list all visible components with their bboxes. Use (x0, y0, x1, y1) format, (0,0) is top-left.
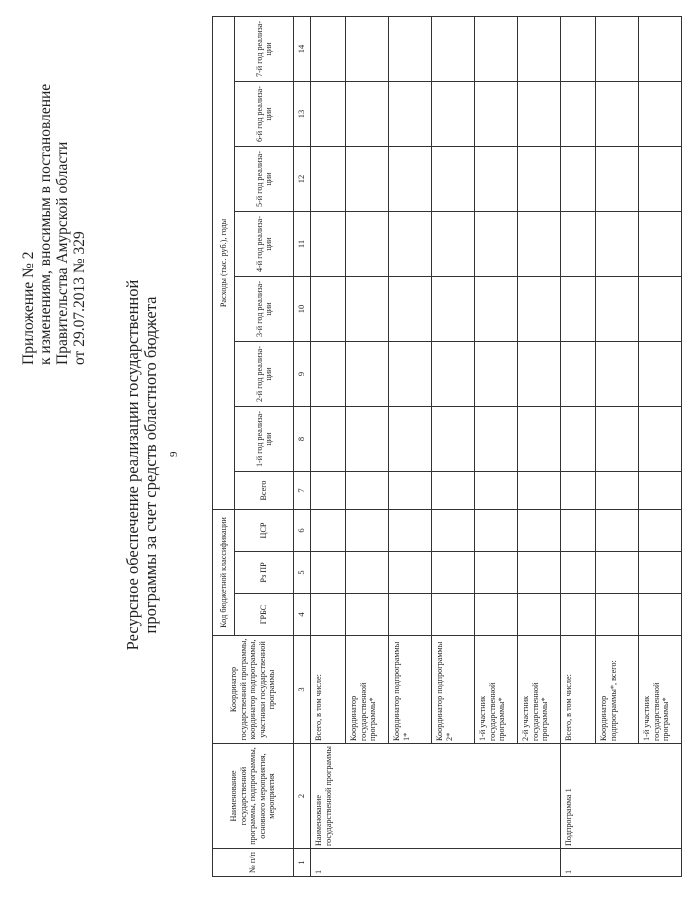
row-num: 1 (561, 849, 682, 877)
col-number: 10 (294, 277, 311, 342)
header-total: Всего (235, 472, 294, 510)
cell (311, 472, 346, 510)
col-number: 8 (294, 407, 311, 472)
cell (389, 594, 432, 636)
cell (311, 594, 346, 636)
cell (639, 16, 682, 81)
col-number: 12 (294, 147, 311, 212)
cell (561, 407, 596, 472)
cell (475, 510, 518, 552)
row-coordinator: 2-й участник государственной программы* (518, 636, 561, 744)
cell (561, 16, 596, 81)
cell (475, 342, 518, 407)
cell (475, 594, 518, 636)
cell (311, 147, 346, 212)
header-year-2: 2-й год реализа-ции (235, 342, 294, 407)
cell (639, 342, 682, 407)
cell (432, 16, 475, 81)
cell (311, 277, 346, 342)
cell (518, 147, 561, 212)
cell (389, 147, 432, 212)
cell (639, 82, 682, 147)
cell (475, 407, 518, 472)
appendix-line-government: Правительства Амурской области (54, 141, 71, 365)
cell (518, 82, 561, 147)
cell (561, 342, 596, 407)
cell (389, 552, 432, 594)
cell (518, 594, 561, 636)
cell (389, 82, 432, 147)
table-row (311, 16, 346, 876)
cell (518, 16, 561, 81)
cell (432, 212, 475, 277)
cell (475, 212, 518, 277)
cell (346, 342, 389, 407)
col-number: 6 (294, 510, 311, 552)
header-grbs: ГРБС (235, 594, 294, 636)
cell (346, 82, 389, 147)
cell (311, 342, 346, 407)
cell (389, 510, 432, 552)
cell (346, 510, 389, 552)
cell (389, 277, 432, 342)
appendix-line-changes: к изменениям, вносимым в постановление (37, 83, 54, 365)
cell (561, 212, 596, 277)
cell (518, 472, 561, 510)
cell (596, 16, 639, 81)
cell (475, 147, 518, 212)
header-year-5: 5-й год реализа-ции (235, 147, 294, 212)
cell (346, 552, 389, 594)
cell (518, 212, 561, 277)
cell (311, 407, 346, 472)
cell (639, 277, 682, 342)
row-coordinator: Всего, в том числе: (311, 636, 346, 744)
column-number-row (294, 16, 311, 876)
cell (311, 16, 346, 81)
col-number: 5 (294, 552, 311, 594)
cell (475, 82, 518, 147)
header-rzpr: Рз ПР (235, 552, 294, 594)
cell (346, 472, 389, 510)
resource-table (212, 16, 682, 877)
cell (596, 594, 639, 636)
row-coordinator: Координатор подпрограммы*, всего: (596, 636, 639, 744)
appendix-line-date: от 29.07.2013 № 329 (71, 231, 88, 365)
cell (639, 147, 682, 212)
cell (432, 277, 475, 342)
cell (518, 342, 561, 407)
cell (432, 552, 475, 594)
cell (639, 212, 682, 277)
cell (389, 16, 432, 81)
header-row-1 (213, 16, 235, 876)
cell (596, 407, 639, 472)
cell (475, 16, 518, 81)
cell (518, 407, 561, 472)
header-name: Наименование государственной программы, подпрограммы, основного мероприятия, мероприятия (213, 744, 294, 849)
cell (596, 510, 639, 552)
cell (596, 552, 639, 594)
cell (639, 594, 682, 636)
cell (346, 212, 389, 277)
cell (518, 510, 561, 552)
cell (596, 342, 639, 407)
row-num: 1 (311, 849, 561, 877)
cell (346, 147, 389, 212)
row-coordinator: Всего, в том числе: (561, 636, 596, 744)
cell (432, 594, 475, 636)
cell (639, 407, 682, 472)
row-coordinator: Координатор подпрограммы 2* (432, 636, 475, 744)
header-expenses: Расходы (тыс. руб.), годы (213, 16, 235, 509)
cell (639, 510, 682, 552)
appendix-block (20, 35, 88, 365)
heading-line-1: Ресурсное обеспечение реализации государственной (123, 279, 142, 651)
cell (346, 16, 389, 81)
table-row (561, 16, 596, 876)
header-year-1: 1-й год реализа-ции (235, 407, 294, 472)
row-coordinator: Координатор подпрограммы 1* (389, 636, 432, 744)
header-year-4: 4-й год реализа-ции (235, 212, 294, 277)
cell (596, 212, 639, 277)
col-number: 2 (294, 744, 311, 849)
cell (389, 212, 432, 277)
cell (346, 277, 389, 342)
cell (475, 552, 518, 594)
cell (311, 212, 346, 277)
col-number: 14 (294, 16, 311, 81)
col-number: 9 (294, 342, 311, 407)
row-name: Подпрограмма 1 (561, 744, 682, 849)
col-number: 13 (294, 82, 311, 147)
cell (311, 552, 346, 594)
col-number: 3 (294, 636, 311, 744)
cell (475, 277, 518, 342)
cell (561, 82, 596, 147)
appendix-title: Приложение № 2 (20, 251, 37, 365)
row-name: Наименование государственной программы (311, 744, 561, 849)
header-year-7: 7-й год реализа-ции (235, 16, 294, 81)
col-number: 4 (294, 594, 311, 636)
cell (389, 407, 432, 472)
document-heading (124, 255, 160, 675)
cell (432, 510, 475, 552)
row-coordinator: 1-й участник государственной программы* (639, 636, 682, 744)
cell (346, 594, 389, 636)
cell (596, 82, 639, 147)
cell (561, 552, 596, 594)
cell (561, 277, 596, 342)
cell (475, 472, 518, 510)
header-year-6: 6-й год реализа-ции (235, 82, 294, 147)
cell (561, 147, 596, 212)
header-year-3: 3-й год реализа-ции (235, 277, 294, 342)
cell (561, 594, 596, 636)
cell (561, 472, 596, 510)
cell (596, 147, 639, 212)
row-coordinator: 1-й участник государственной программы* (475, 636, 518, 744)
header-budget-code: Код бюджетной классификации (213, 510, 235, 636)
cell (346, 407, 389, 472)
heading-line-2: программы за счет средств областного бюджета (141, 296, 160, 634)
cell (432, 82, 475, 147)
header-csr: ЦСР (235, 510, 294, 552)
cell (311, 82, 346, 147)
cell (596, 472, 639, 510)
cell (639, 552, 682, 594)
col-number: 11 (294, 212, 311, 277)
cell (518, 277, 561, 342)
cell (561, 510, 596, 552)
cell (311, 510, 346, 552)
cell (639, 472, 682, 510)
col-number: 1 (294, 849, 311, 877)
cell (389, 342, 432, 407)
cell (432, 147, 475, 212)
page-number: 9 (168, 451, 180, 457)
cell (389, 472, 432, 510)
header-coordinator: Координатор государственной программы, координатор подпрограммы, участники государственной программы (213, 636, 294, 744)
cell (518, 552, 561, 594)
col-number: 7 (294, 472, 311, 510)
cell (596, 277, 639, 342)
cell (432, 342, 475, 407)
cell (432, 407, 475, 472)
row-coordinator: Координатор государственной программы* (346, 636, 389, 744)
cell (432, 472, 475, 510)
header-num: № п/п (213, 849, 294, 877)
